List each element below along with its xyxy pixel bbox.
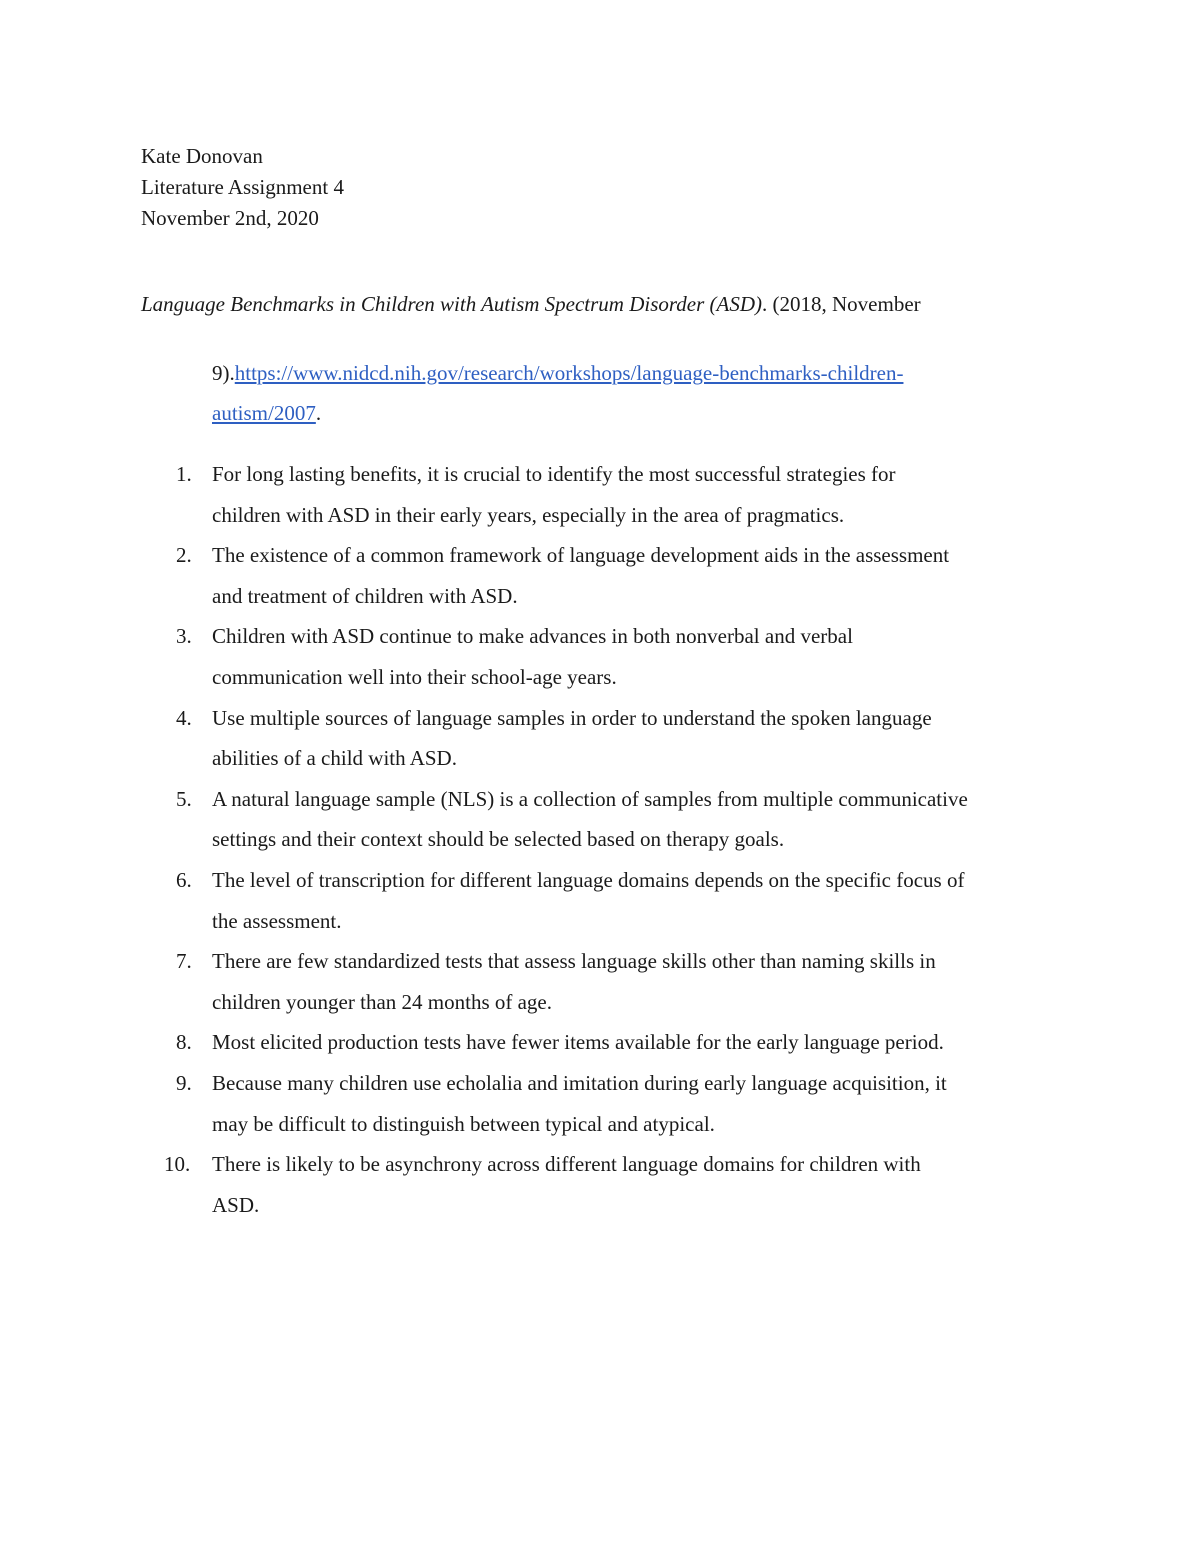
list-item-text: Because many children use echolalia and imitation during early language acquisition, it (212, 1070, 947, 1095)
list-item (141, 860, 1081, 941)
list-item (141, 779, 1081, 860)
list-item-number: 10. (164, 1152, 191, 1177)
list-item-text: The existence of a common framework of language development aids in the assessment (212, 543, 950, 568)
list-item-text: and treatment of children with ASD. (212, 583, 518, 608)
list-item-text: communication well into their school-age years. (212, 664, 617, 689)
list-item (141, 1063, 1081, 1144)
notes-list (141, 454, 1081, 1225)
author-name: Kate Donovan (141, 144, 263, 168)
list-item-text: abilities of a child with ASD. (212, 746, 457, 771)
list-item-number: 1. (176, 462, 192, 486)
document-header (141, 141, 344, 234)
citation-date: . (2018, November (762, 292, 921, 316)
citation-date-continued: 9). (212, 361, 235, 385)
list-item-text: There are few standardized tests that assess language skills other than naming skills in (212, 949, 936, 974)
citation-url-link-continued[interactable]: autism/2007 (212, 401, 316, 425)
citation-title: Language Benchmarks in Children with Autism Spectrum Disorder (ASD) (141, 292, 763, 316)
list-item-text: Use multiple sources of language samples in order to understand the spoken language (212, 705, 932, 730)
list-item-text: settings and their context should be selected based on therapy goals. (212, 827, 785, 852)
list-item-text: The level of transcription for different language domains depends on the specific focus of (212, 867, 965, 892)
list-item-number: 3. (176, 624, 192, 649)
list-item-number: 8. (176, 1030, 192, 1055)
list-item (141, 1144, 1081, 1225)
list-item-text: Most elicited production tests have fewer items available for the early language period. (212, 1030, 944, 1055)
list-item-number: 9. (176, 1070, 192, 1095)
citation-trailing-period: . (315, 401, 322, 425)
document-date: November 2nd, 2020 (141, 206, 319, 230)
list-item (141, 616, 1081, 697)
list-item-text: A natural language sample (NLS) is a collection of samples from multiple communicative (212, 786, 968, 811)
list-item-text: There is likely to be asynchrony across different language domains for children with (212, 1152, 921, 1177)
list-item (141, 1022, 1081, 1063)
assignment-title: Literature Assignment 4 (141, 175, 344, 199)
list-item-number: 2. (176, 543, 192, 568)
list-item (141, 941, 1081, 1022)
citation-url-link[interactable]: https://www.nidcd.nih.gov/research/workshops/language-benchmarks-children- (234, 361, 904, 385)
list-item-text: children younger than 24 months of age. (212, 989, 552, 1014)
list-item-number: 6. (176, 867, 192, 892)
list-item-text: the assessment. (212, 908, 342, 933)
list-item (141, 698, 1081, 779)
list-item-text: For long lasting benefits, it is crucial to identify the most successful strategies for (212, 462, 896, 486)
list-item-text: may be difficult to distinguish between typical and atypical. (212, 1111, 715, 1136)
list-item-text: Children with ASD continue to make advances in both nonverbal and verbal (212, 624, 853, 649)
list-item-number: 5. (176, 786, 192, 811)
reference-citation (141, 286, 1061, 433)
list-item (141, 535, 1081, 616)
list-item-text: ASD. (212, 1192, 260, 1217)
list-item-number: 7. (176, 949, 192, 974)
list-item-text: children with ASD in their early years, especially in the area of pragmatics. (212, 502, 845, 527)
list-item (141, 454, 1081, 535)
list-item-number: 4. (176, 705, 192, 730)
